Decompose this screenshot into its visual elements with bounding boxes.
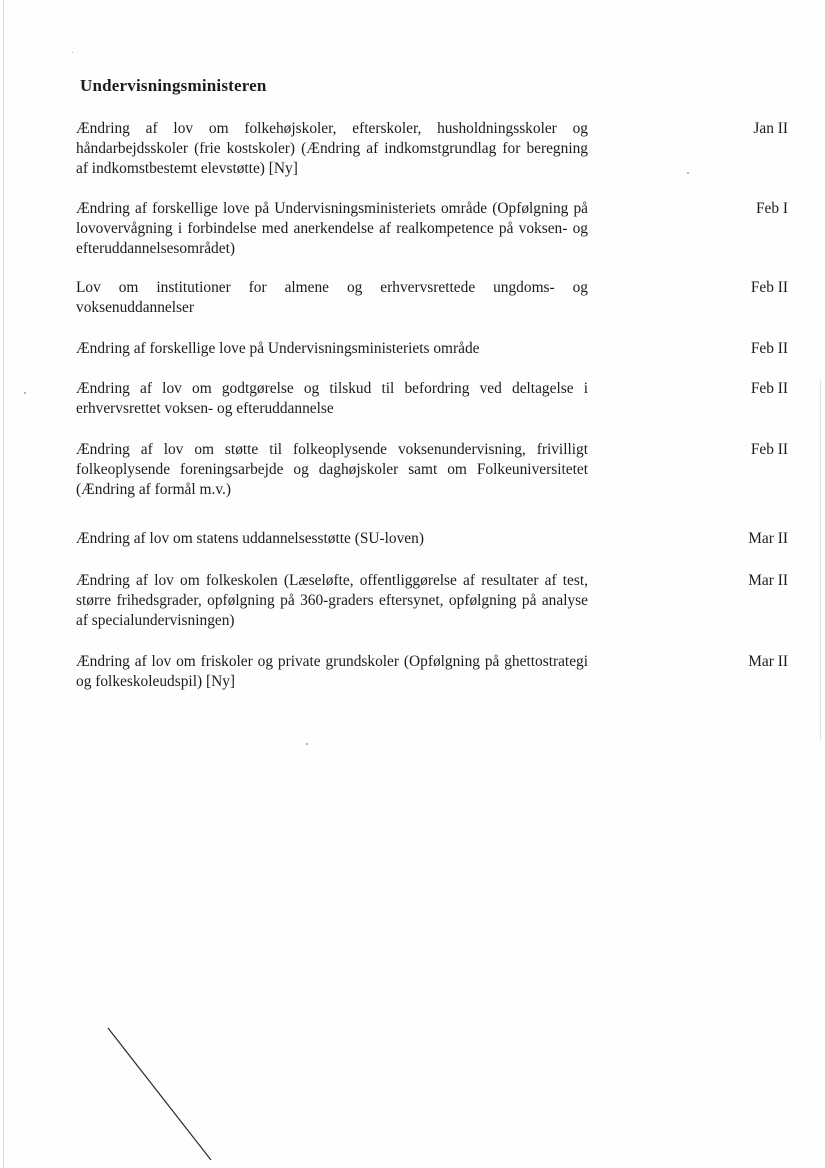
bill-entry-1: [76, 119, 788, 179]
bill-title: Ændring af forskellige love på Undervisningsministeriets område: [76, 340, 480, 357]
bill-entry-8: [76, 571, 788, 631]
scan-edge-right: [820, 380, 821, 740]
scan-edge-left: [3, 0, 4, 1168]
bill-title: Ændring af lov om folkehøjskoler, efterskoler, husholdningsskoler og håndarbejdsskoler (frie kostskoler) (Ændring af indkomstgrundlag for beregning af indkomstbestemt elevstøtte) [Ny]: [76, 120, 588, 177]
scan-speck: [72, 52, 73, 53]
bill-entry-2: [76, 199, 788, 259]
bill-date: Mar II: [748, 653, 788, 670]
bill-title: Ændring af lov om friskoler og private grundskoler (Opfølgning på ghettostrategi og folkeskoleudspil) [Ny]: [76, 653, 588, 690]
bill-date: Feb II: [750, 441, 788, 458]
scan-speck: [687, 172, 689, 174]
scan-speck: [24, 392, 26, 394]
bill-title: Ændring af forskellige love på Undervisningsministeriets område (Opfølgning på lovovervågning i forbindelse med anerkendelse af realkompetence på voksen- og efteruddannelsesområdet): [76, 200, 588, 257]
bill-date: Feb I: [755, 200, 788, 217]
bill-entry-4: [76, 339, 788, 359]
bill-title: Ændring af lov om godtgørelse og tilskud til befordring ved deltagelse i erhvervsrettet voksen- og efteruddannelse: [76, 380, 588, 417]
bill-date: Jan II: [753, 120, 788, 137]
bill-entry-3: [76, 278, 788, 318]
bill-date: Mar II: [748, 572, 788, 589]
bill-date: Feb II: [750, 340, 788, 357]
bill-date: Feb II: [750, 279, 788, 296]
ministry-heading: Undervisningsministeren: [80, 76, 267, 95]
bill-date: Feb II: [750, 380, 788, 397]
bill-entry-9: [76, 652, 788, 692]
bill-title: Ændring af lov om folkeskolen (Læseløfte, offentliggørelse af resultater af test, større frihedsgrader, opfølgning på 360-graders eftersynet, opfølgning på analyse af specialundervisningen): [76, 572, 588, 629]
bill-date: Mar II: [748, 530, 788, 547]
bill-entry-6: [76, 440, 788, 500]
bill-title: Ændring af lov om statens uddannelsesstøtte (SU-loven): [76, 530, 424, 547]
bill-title: Lov om institutioner for almene og erhvervsrettede ungdoms- og voksenuddannelser: [76, 279, 588, 316]
scan-speck: [306, 743, 308, 745]
bill-title: Ændring af lov om støtte til folkeoplysende voksenundervisning, frivilligt folkeoplysende foreningsarbejde og daghøjskoler samt om Folkeuniversitetet (Ændring af formål m.v.): [76, 441, 588, 498]
bill-entry-7: [76, 529, 788, 549]
bill-entry-5: [76, 379, 788, 419]
